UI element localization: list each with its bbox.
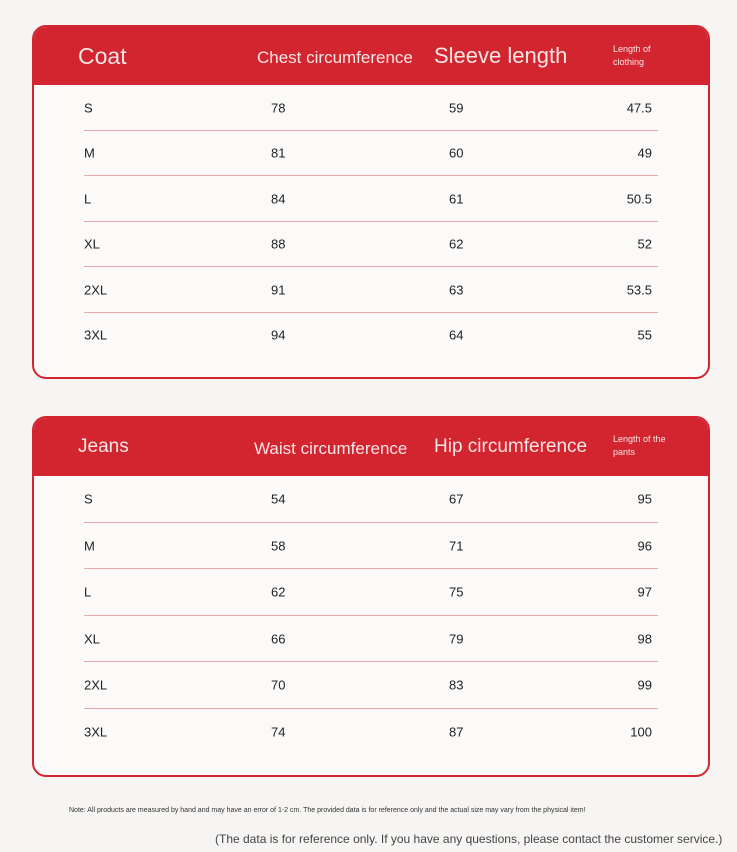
coat-size-table [32,25,710,379]
sleeve-cell: 64 [449,327,464,343]
size-cell: 3XL [84,327,108,343]
chest-cell: 81 [271,145,286,161]
sleeve-cell: 60 [449,145,464,161]
length-cell: 53.5 [626,282,652,298]
coat-table-header [34,27,708,85]
hip-cell: 67 [449,491,464,507]
hip-cell: 83 [449,677,464,693]
chest-cell: 88 [271,236,286,252]
chest-cell: 84 [271,191,286,207]
hip-cell: 71 [449,538,464,554]
size-cell: XL [84,631,100,647]
table-row [34,313,708,359]
table-row [34,662,708,709]
length-cell: 50.5 [626,191,652,207]
table-row [34,267,708,313]
waist-cell: 54 [271,491,286,507]
size-cell: 2XL [84,677,108,693]
measurement-note: Note: All products are measured by hand and may have an error of 1-2 cm. The provided data is for reference only and the actual size may vary from the physical item! [69,807,586,814]
length-cell: 47.5 [626,100,652,116]
table-row [34,222,708,268]
table-row [34,569,708,616]
jeans-table-header [34,418,708,476]
size-cell: L [84,584,92,600]
table-row [34,616,708,663]
waist-cell: 62 [271,584,286,600]
size-cell: S [84,491,93,507]
jeans-table-body [34,476,708,755]
length-cell: 98 [637,631,652,647]
size-cell: 2XL [84,282,108,298]
table-row [34,85,708,131]
length-cell: 99 [637,677,652,693]
chest-cell: 94 [271,327,286,343]
sleeve-cell: 63 [449,282,464,298]
waist-cell: 74 [271,724,286,740]
coat-table-body [34,85,708,358]
sleeve-length-header: Sleeve length [434,43,568,68]
table-row [34,176,708,222]
table-row [34,131,708,177]
sleeve-cell: 62 [449,236,464,252]
hip-circumference-header: Hip circumference [434,436,588,457]
size-cell: M [84,145,95,161]
chest-circumference-header: Chest circumference [257,48,413,67]
size-cell: S [84,100,93,116]
length-cell: 52 [637,236,652,252]
waist-cell: 58 [271,538,286,554]
length-cell: 49 [637,145,652,161]
jeans-size-table [32,416,710,777]
waist-cell: 70 [271,677,286,693]
chest-cell: 78 [271,100,286,116]
size-cell: XL [84,236,100,252]
hip-cell: 75 [449,584,464,600]
waist-cell: 66 [271,631,286,647]
reference-disclaimer: (The data is for reference only. If you have any questions, please contact the customer service.) [215,832,723,846]
length-of-pants-header: Length of the pants [613,434,666,457]
size-cell: M [84,538,95,554]
length-cell: 95 [637,491,652,507]
length-cell: 96 [637,538,652,554]
length-cell: 97 [637,584,652,600]
jeans-table-title: Jeans [78,436,129,457]
size-cell: 3XL [84,724,108,740]
coat-table-title: Coat [78,43,127,69]
sleeve-cell: 61 [449,191,464,207]
sleeve-cell: 59 [449,100,464,116]
table-row [34,523,708,570]
size-cell: L [84,191,92,207]
length-of-clothing-header: Length of clothing [613,44,651,67]
hip-cell: 79 [449,631,464,647]
chest-cell: 91 [271,282,286,298]
waist-circumference-header: Waist circumference [254,439,408,458]
length-cell: 55 [637,327,652,343]
table-row [34,709,708,756]
length-cell: 100 [630,724,652,740]
table-row [34,476,708,523]
hip-cell: 87 [449,724,464,740]
